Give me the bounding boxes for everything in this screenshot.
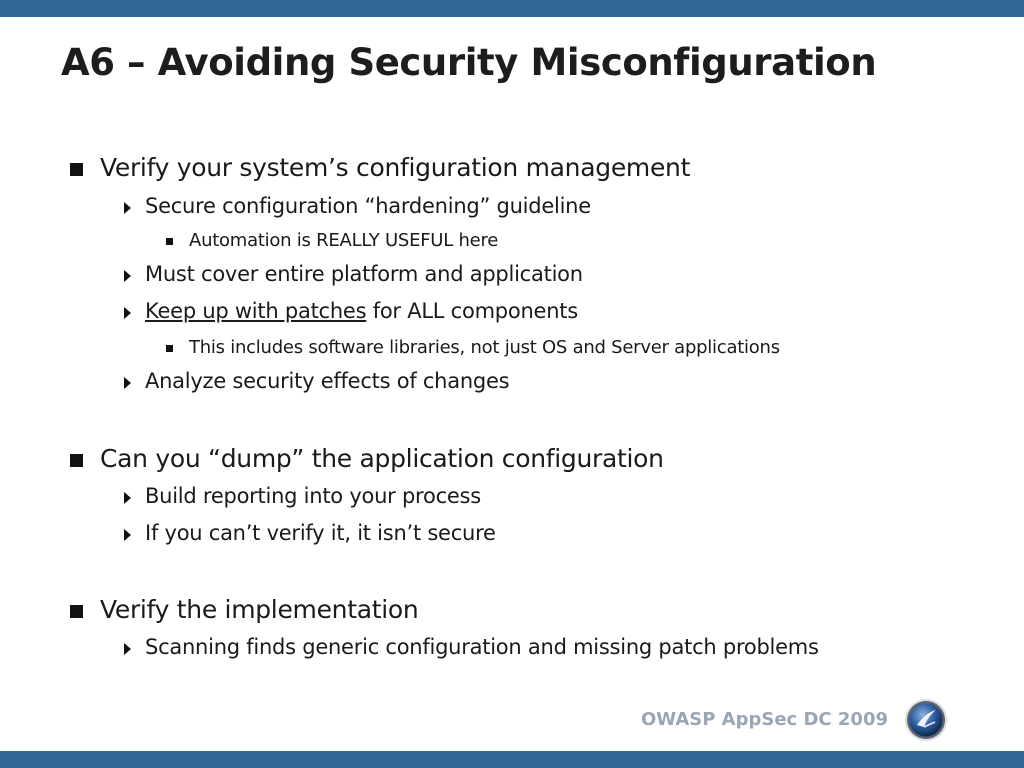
bullet-text: Verify the implementation xyxy=(100,595,419,624)
sub-sub-bullet-text: This includes software libraries, not just OS and Server applications xyxy=(189,337,780,358)
sub-bullet-line xyxy=(145,299,578,323)
arrow-bullet-icon xyxy=(124,529,131,541)
square-bullet-icon xyxy=(70,163,83,176)
bottom-bar xyxy=(0,751,1024,768)
sub-bullet-text: If you can’t verify it, it isn’t secure xyxy=(145,521,496,545)
sub-bullet-text: Analyze security effects of changes xyxy=(145,369,510,393)
footer-text: OWASP AppSec DC 2009 xyxy=(640,709,888,730)
sub-bullet-text: Build reporting into your process xyxy=(145,484,481,508)
top-bar xyxy=(0,0,1024,17)
bullet-text: Verify your system’s configuration management xyxy=(100,153,691,182)
sub-sub-bullet-text: Automation is REALLY USEFUL here xyxy=(189,230,499,251)
arrow-bullet-icon xyxy=(124,202,131,214)
arrow-bullet-icon xyxy=(124,643,131,655)
small-square-bullet-icon xyxy=(166,238,173,245)
owasp-logo-icon xyxy=(904,698,948,742)
arrow-bullet-icon xyxy=(124,377,131,389)
patches-link[interactable]: Keep up with patches xyxy=(145,299,367,323)
sub-bullet-text: Must cover entire platform and application xyxy=(145,262,583,286)
small-square-bullet-icon xyxy=(166,345,173,352)
bullet-text: Can you “dump” the application configuration xyxy=(100,444,664,473)
sub-bullet-text: Secure configuration “hardening” guideline xyxy=(145,194,591,218)
arrow-bullet-icon xyxy=(124,307,131,319)
sub-bullet-text: Scanning finds generic configuration and missing patch problems xyxy=(145,635,819,659)
square-bullet-icon xyxy=(70,454,83,467)
square-bullet-icon xyxy=(70,605,83,618)
arrow-bullet-icon xyxy=(124,270,131,282)
slide-title: A6 – Avoiding Security Misconfiguration xyxy=(61,41,877,84)
sub-bullet-text: for ALL components xyxy=(366,299,578,323)
arrow-bullet-icon xyxy=(124,492,131,504)
